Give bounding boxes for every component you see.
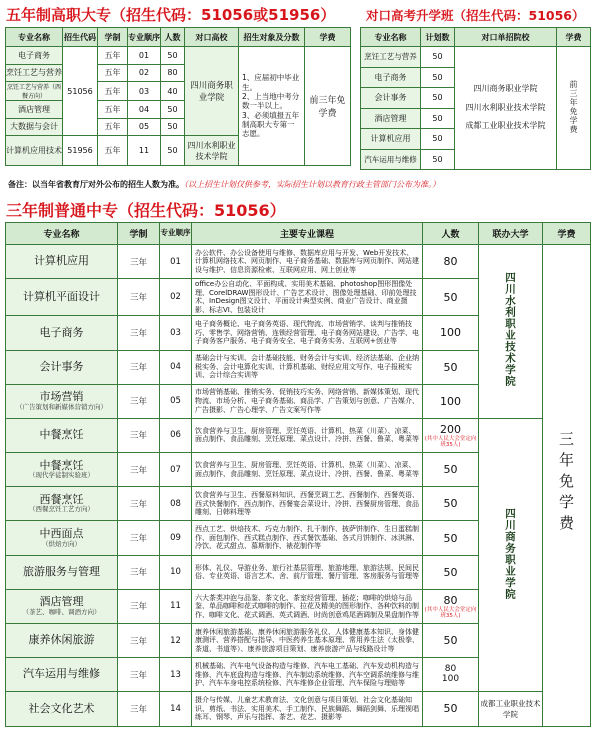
- years-cell: 五年: [98, 64, 128, 82]
- major-cell: 电子商务: [361, 67, 421, 88]
- years-cell: 三年: [118, 418, 160, 452]
- five-year-title: 五年制高职大专（招生代码：51056或51956）: [6, 6, 336, 24]
- major-name: 计算机平面设计: [23, 289, 100, 303]
- university-name: 四川水利职业技术学院: [504, 272, 516, 388]
- fee-text: 前三年免学费: [569, 80, 578, 134]
- major-cell: [6, 658, 118, 692]
- major-cell: [6, 487, 118, 521]
- years-cell: 三年: [118, 350, 160, 384]
- university-cell: [479, 418, 543, 692]
- count-cell: 100: [423, 316, 479, 350]
- remark: [8, 179, 440, 190]
- order-cell: 11: [160, 589, 192, 623]
- courses-cell: 摄介与传媒、儿童艺术教育法、文化创意与项目策划、社会文化基础知识、剪纸、书法、实用美术、手工制作、民族舞蹈、舞蹈剑舞、乐理视唱练耳、钢琴、声乐与指挥、茶艺、花艺、摄影等: [192, 692, 423, 726]
- years-cell: 三年: [118, 453, 160, 487]
- major-cell: [6, 589, 118, 623]
- major-sub: （烘焙方向）: [42, 539, 81, 548]
- major-cell: [6, 453, 118, 487]
- header-courses: 主要专业课程: [192, 223, 423, 245]
- order-cell: 12: [160, 624, 192, 658]
- college-name: 四川水利职业技术学院: [465, 102, 546, 112]
- count-cell: 50: [421, 67, 455, 88]
- courses-cell: 饮食营养与卫生、西餐原料知识、西餐烹调工艺、西餐制作、西餐英语、西式快餐制作、西点制作、西餐宴会菜设计、冷拼、西餐厨房管理、食品雕刻、日韩料理等: [192, 487, 423, 521]
- courses-cell: 六大茶类冲泡与品鉴、茶文化、茶室经营管理、插花；咖啡的烘焙与品鉴、单品咖啡和花式咖啡的制作、拉花及精美的图形制作、各种饮料的制作、咖啡文化、花式调酒、英式调酒、时尚创意鸡尾酒调制及果盘制作等: [192, 589, 423, 623]
- count-cell: [423, 658, 479, 692]
- remark-main: 备注：以当年省教育厅对外公布的招生人数为准。: [8, 180, 184, 189]
- count-cell: 50: [423, 453, 479, 487]
- major-cell: 酒店管理: [361, 108, 421, 129]
- order-cell: 03: [160, 316, 192, 350]
- major-cell: 烹饪工艺与营养: [6, 64, 63, 82]
- major-cell: [6, 316, 118, 350]
- years-cell: 五年: [98, 82, 128, 101]
- header-order: 专业顺序: [160, 223, 192, 245]
- code-cell: 51056: [63, 47, 98, 136]
- years-cell: 三年: [118, 658, 160, 692]
- order-cell: 01: [128, 47, 161, 65]
- order-cell: 03: [128, 82, 161, 101]
- fee-text: 三年免学费: [557, 430, 575, 536]
- college-cell: 四川水利职业技术学院: [185, 136, 239, 166]
- major-cell: [6, 350, 118, 384]
- major-name: 市场营销: [39, 390, 84, 404]
- colleges-cell: [455, 47, 557, 170]
- years-cell: 五年: [98, 47, 128, 65]
- header-major: 专业名称: [361, 28, 421, 47]
- requirements-cell: 1、应届初中毕业生。 2、上当地中考分数一半以上。 3、必须填报五年制高职大专第一志愿。: [239, 47, 305, 166]
- courses-cell: office办公自动化、平面构成、实用美术基础、photoshop图形图像处理、CorelDRAW图形设计、广告艺术设计、图像处理基础、印前处理技术、InDesign图文设计、平面设计典型实例、商业广告设计、商业摄影、标志VI、包装设计: [192, 279, 423, 316]
- fee-cell: [543, 245, 591, 727]
- college-name: 成都工业职业技术学院: [465, 121, 546, 131]
- college-name: 四川商务职业学院: [473, 84, 538, 94]
- major-cell: 电子商务: [6, 47, 63, 65]
- order-cell: 07: [160, 453, 192, 487]
- header-university: 联办大学: [479, 223, 543, 245]
- table-row: [6, 418, 591, 452]
- courses-cell: 西点工艺、烘焙技术、巧克力制作、扎干制作、披萨饼制作、生日蛋糕制作、面包制作、西式糕点制作、西式餐饮基础、各式月饼制作、冰淇淋、冷饮、花式甜点、慕斯制作、裱花制作等: [192, 521, 423, 555]
- count-cell: [423, 589, 479, 623]
- courses-cell: 饮食营养与卫生、厨房管理、烹饪英语、计算机、热菜（川菜）、凉菜、面点制作、食品雕刻、烹饪原理、菜点设计、冷拼、西餐、鲁菜、粤菜等: [192, 418, 423, 452]
- order-cell: 02: [128, 64, 161, 82]
- courses-cell: 机械基础、汽车电气设备构造与维修、汽车电工基础、汽车发动机构造与维修、汽车底盘构造与维修、汽车制动系统维修、汽车空调系统维修与维护、汽车车身电控系统检修、汽车维修企业管理、汽车保险与理赔等: [192, 658, 423, 692]
- header-years: 学制: [98, 28, 128, 47]
- order-cell: 10: [160, 555, 192, 589]
- major-cell: 烹饪工艺与营养: [361, 47, 421, 68]
- header-count: 人数: [161, 28, 185, 47]
- three-year-title: 三年制普通中专（招生代码：51056）: [6, 201, 286, 220]
- courses-cell: 饮食营养与卫生、厨房管理、烹饪英语、计算机、热菜（川菜）、凉菜、面点制作、食品雕刻、烹饪原理、菜点设计、冷拼、西餐、鲁菜、粤菜等: [192, 453, 423, 487]
- major-cell: 计算机应用: [361, 129, 421, 150]
- count-value-alt: 100: [441, 673, 460, 684]
- major-sub: （现代学徒制实验班）: [29, 471, 94, 480]
- count-cell: 50: [423, 624, 479, 658]
- count-value: 80: [443, 593, 458, 607]
- header-fee: 学费: [557, 28, 591, 47]
- college-cell: 四川商务职业学院: [185, 47, 239, 136]
- count-cell: 50: [423, 279, 479, 316]
- count-cell: 50: [421, 88, 455, 109]
- header-college: 对口高校: [185, 28, 239, 47]
- table-row: [6, 47, 351, 65]
- major-cell: [6, 692, 118, 726]
- major-name: 康养休闲旅游: [28, 633, 95, 647]
- major-name: 汽车运用与维修: [23, 667, 100, 681]
- major-sub: （广告策划和新媒体营销方向）: [16, 402, 107, 411]
- count-cell: 50: [161, 101, 185, 119]
- courses-cell: 康养休闲旅游基础、康养休闲旅游服务礼仪、人体健康基本知识、身体健康测评、营养搭配与指导、中医药养生基本原理、常用养生法（太极拳、茶道、书道等）、康养旅游项目策划、康养旅游产品与线路设计等: [192, 624, 423, 658]
- count-cell: 50: [423, 692, 479, 726]
- years-cell: 五年: [98, 118, 128, 136]
- major-cell: [6, 418, 118, 452]
- order-cell: 08: [160, 487, 192, 521]
- count-note: (其中人民大会堂定向班35人): [424, 606, 477, 619]
- order-cell: 06: [160, 418, 192, 452]
- major-name: 中餐烹饪: [39, 458, 84, 472]
- order-cell: 13: [160, 658, 192, 692]
- fee-cell: 前三年免学费: [305, 47, 351, 166]
- header-years: 学制: [118, 223, 160, 245]
- university-cell: [479, 245, 543, 419]
- major-cell: [6, 279, 118, 316]
- three-year-header-row: [6, 223, 591, 245]
- count-cell: 100: [423, 384, 479, 418]
- years-cell: 三年: [118, 521, 160, 555]
- count-cell: 50: [161, 47, 185, 65]
- major-cell: [6, 384, 118, 418]
- major-sub: （西餐烹饪工艺方向）: [29, 505, 94, 514]
- count-note: (其中人民大会堂定向班35人): [424, 435, 477, 448]
- five-year-table: [5, 27, 351, 166]
- years-cell: 三年: [118, 589, 160, 623]
- major-cell: 会计事务: [361, 88, 421, 109]
- order-cell: 05: [128, 118, 161, 136]
- header-fee: 学费: [305, 28, 351, 47]
- major-cell: [6, 555, 118, 589]
- years-cell: 三年: [118, 487, 160, 521]
- order-cell: 11: [128, 136, 161, 166]
- major-cell: [6, 245, 118, 279]
- years-cell: 三年: [118, 624, 160, 658]
- years-cell: 三年: [118, 316, 160, 350]
- order-cell: 04: [160, 350, 192, 384]
- header-major: 专业名称: [6, 223, 118, 245]
- order-cell: 09: [160, 521, 192, 555]
- major-name: 会计事务: [39, 359, 84, 373]
- years-cell: 三年: [118, 279, 160, 316]
- count-cell: 50: [421, 108, 455, 129]
- header-major: 专业名称: [6, 28, 63, 47]
- major-cell: 烹饪工艺与营养（西餐方向）: [6, 82, 63, 101]
- five-year-header-row: [6, 28, 351, 47]
- courses-cell: 形体、礼仪、导游业务、旅行社基层管理、旅游地理、旅游法规、民间民俗、专业英语、语言艺术、舍、前厅管理、餐厅管理、客房服务与管理等: [192, 555, 423, 589]
- header-code: 招生代码: [63, 28, 98, 47]
- table-row: [361, 47, 591, 68]
- count-cell: 50: [423, 555, 479, 589]
- counterpart-header-row: [361, 28, 591, 47]
- major-name: 计算机应用: [34, 254, 89, 268]
- years-cell: 三年: [118, 692, 160, 726]
- three-year-table: [5, 222, 591, 727]
- major-name: 酒店管理: [39, 595, 84, 609]
- header-count: 计划数: [421, 28, 455, 47]
- major-cell: 计算机应用技术: [6, 136, 63, 166]
- header-fee: 学费: [543, 223, 591, 245]
- count-cell: 50: [161, 118, 185, 136]
- table-row: [6, 692, 591, 726]
- counterpart-table: [360, 27, 591, 170]
- years-cell: 三年: [118, 384, 160, 418]
- count-cell: 50: [423, 350, 479, 384]
- order-cell: 14: [160, 692, 192, 726]
- header-order: 专业顺序: [128, 28, 161, 47]
- major-cell: 汽车运用与维修: [361, 149, 421, 170]
- count-cell: 80: [423, 245, 479, 279]
- count-value: 200: [440, 422, 461, 436]
- courses-cell: 电子商务概论、电子商务英语、现代物流、市场营销学、谈判与推销技巧、零售学、网络营销、连锁经营管理、电子商务网站建设、广告学、电子商务客户服务、电子商务安全、电子商务实务、互联网+创业等: [192, 316, 423, 350]
- courses-cell: 办公软件、办公设备使用与维修、数据库应用与开发、Web开发技术、计算机网络技术、网页制作、电子商务基础、数据库与网页制作、网站建设与维护、信息资源检索、互联网应用、网上创业等: [192, 245, 423, 279]
- years-cell: 五年: [98, 136, 128, 166]
- major-sub: （茶艺、咖啡、调酒方向）: [22, 607, 101, 616]
- university-name: 四川商务职业学院: [504, 507, 516, 600]
- count-cell: 50: [421, 129, 455, 150]
- count-cell: 50: [423, 521, 479, 555]
- major-cell: 大数据与会计: [6, 118, 63, 136]
- count-cell: 50: [423, 487, 479, 521]
- years-cell: 五年: [98, 101, 128, 119]
- major-name: 社会文化艺术: [28, 701, 95, 715]
- major-name: 中西面点: [39, 526, 84, 540]
- header-count: 人数: [423, 223, 479, 245]
- count-value: 80: [444, 664, 457, 675]
- major-name: 电子商务: [39, 325, 84, 339]
- fee-cell: [557, 47, 591, 170]
- header-requirements: 招生对象及分数: [239, 28, 305, 47]
- courses-cell: 基础会计与实训、会计基础技能、财务会计与实训、经济法基础、企业纳税实务、会计电算化实训、计算机基础、财经应用文写作、电子报税实训、会计综合实训等: [192, 350, 423, 384]
- order-cell: 02: [160, 279, 192, 316]
- count-cell: 50: [421, 149, 455, 170]
- major-name: 西餐烹饪: [39, 492, 84, 506]
- order-cell: 01: [160, 245, 192, 279]
- major-cell: [6, 521, 118, 555]
- count-cell: 50: [161, 136, 185, 166]
- order-cell: 04: [128, 101, 161, 119]
- code-cell: 51956: [63, 136, 98, 166]
- remark-note: （以上招生计划仅供参考，实际招生计划以教育行政主管部门公布为准。）: [184, 180, 440, 189]
- courses-cell: 市场营销基础、推销实务、促销技巧实务、网络营销、新媒体策划、现代物流、市场分析、电子商务基础、商品学、广告策划与创意、广告媒介、广告摄影、广告心理学、广告文案写作等: [192, 384, 423, 418]
- major-cell: 酒店管理: [6, 101, 63, 119]
- major-cell: [6, 624, 118, 658]
- table-row: [6, 245, 591, 279]
- major-name: 旅游服务与管理: [23, 564, 100, 578]
- order-cell: 05: [160, 384, 192, 418]
- years-cell: 三年: [118, 245, 160, 279]
- header-college: 对口单招院校: [455, 28, 557, 47]
- count-cell: [423, 418, 479, 452]
- count-cell: 80: [161, 64, 185, 82]
- university-cell: 成都工业职业技术学院: [479, 692, 543, 726]
- count-cell: 40: [161, 82, 185, 101]
- years-cell: 三年: [118, 555, 160, 589]
- major-name: 中餐烹饪: [39, 428, 84, 442]
- count-cell: 50: [421, 47, 455, 68]
- counterpart-title: 对口高考升学班（招生代码：51056）: [366, 8, 585, 23]
